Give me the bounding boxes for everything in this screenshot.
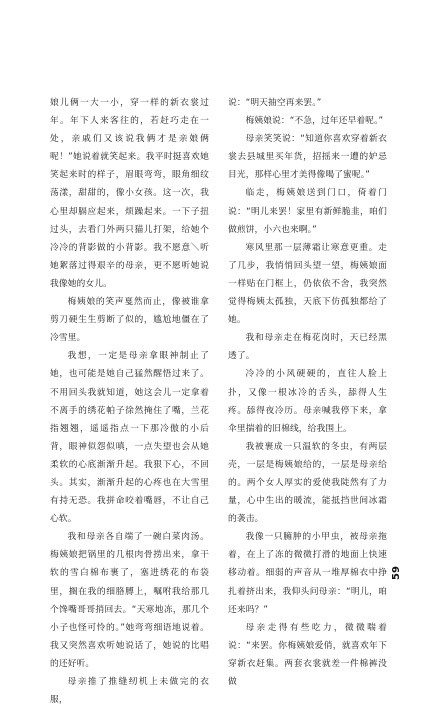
paragraph: 寒风里那一层薄霜让寒意更重。走了几步，我悄悄回头望一望，梅姨娘面一样贴在门框上，仍依依不舍，我突然觉得梅姨太孤独，天底下仿孤独都给了她。 — [228, 242, 387, 326]
left-text-column — [50, 94, 209, 709]
paragraph: 我和母亲各自端了一碗白菜肉汤。梅姨娘把锅里的几根肉骨捞出来，拿干软的雪白棉布裹了，塞进绣花的布袋里，搁在我的细胳膊上，嘱咐我给那几个馋嘴哥哥捎回去。“天寒地冻，那几个小子也怪可怜的。”她弯弯细语地说着。我又突然喜欢听她说话了，她说的比唱的还好听。 — [50, 532, 209, 669]
paragraph: 我想，一定是母亲拿眼神制止了她，也可能是她自己猛然醒悟过来了。不用回头我就知道，她这会儿一定拿着不离手的绣花帕子徐然掩住了嘴，兰花指翘翘，遥遥指点一下那冷傲的小后背，眼神似怨似嗔，一点失望也会从她柔软的心底渐渐升起。我狠下心，不回头。其实，渐渐升起的心疼也在大雪里有持无恐。我拼命咬着嘴唇，不让自己心软。 — [50, 351, 209, 525]
paragraph: 母亲走得有些吃力，微微喘着说：“来罢。你梅姨娘爱俏，就喜欢年下穿新衣赶集。两套衣裳就差一件棉裤没做 — [228, 622, 387, 687]
paragraph: 临走，梅姨娘送到门口，倚着门说：“明儿来罢！家里有新鲜脆韭，咱们做煎饼，小六也来啊。” — [228, 188, 387, 235]
paragraph: 冷冷的小风硬硬的，直往人脸上扑，又像一根冰冷的舌头，舔得人生疼。舔得夜冷历。母亲喊我停下来，拿伞里揣着的旧棉线，给我围上。 — [228, 369, 387, 434]
right-text-column — [228, 94, 387, 691]
paragraph: 梅姨娘的笑声戛然而止，像被谁拿剪刀硬生生剪断了似的，尴尬地僵在了冷雪里。 — [50, 297, 209, 344]
paragraph: 我被裹成一只温软的冬虫，有两层壳，一层是梅姨娘给的，一层是母亲给的。两个女人厚实的爱使我陡然有了力量，心中生出的暖流，能抵挡世间冰霜的袭击。 — [228, 441, 387, 525]
paragraph: 梅姨娘说：“不急，过年还早着呢。” — [245, 116, 384, 127]
paragraph: 说：“明天抽空再来罢。” — [228, 98, 322, 108]
paragraph: 娘儿俩一大一小，穿一样的新衣裳过年。年下人来客往的，若赶巧走在一处，亲戚们又该说我俩才是亲娘俩呢！”她说着就笑起来。我平时挺喜欢她笑起来时的样子，眉眼弯弯，眼角细纹荡漾，甜甜的，像小女孩。这一次，我心里却膈应起来，烦躁起来。一下子扭过头，去看门外两只猫儿打架，给她个冷冷的背影做的小背影。我不愿意＼听她絮落过得艰辛的母亲，更不愿听她说我像她的女儿。 — [50, 98, 209, 289]
page-number: 59 — [391, 566, 402, 580]
paragraph: 母亲推了推缝纫机上未做完的衣服， — [50, 677, 209, 706]
paragraph: 母亲笑笑说：“知道你喜欢穿着新衣裳去县城里买年货，招摇来一遭的妒忌目光，那样心里才美得像喝了蜜呢。” — [228, 134, 387, 181]
paragraph: 我像一只臃肿的小甲虫，被母亲拖着，在上了冻的微微打滑的地面上快速移动着。细弱的声音从一堆厚棉衣中挣扎着挤出来，我仰头问母亲：“明儿，咱还来吗？” — [228, 532, 387, 615]
paragraph: 我和母亲走在梅花岗时，天已经黑透了。 — [228, 333, 387, 362]
